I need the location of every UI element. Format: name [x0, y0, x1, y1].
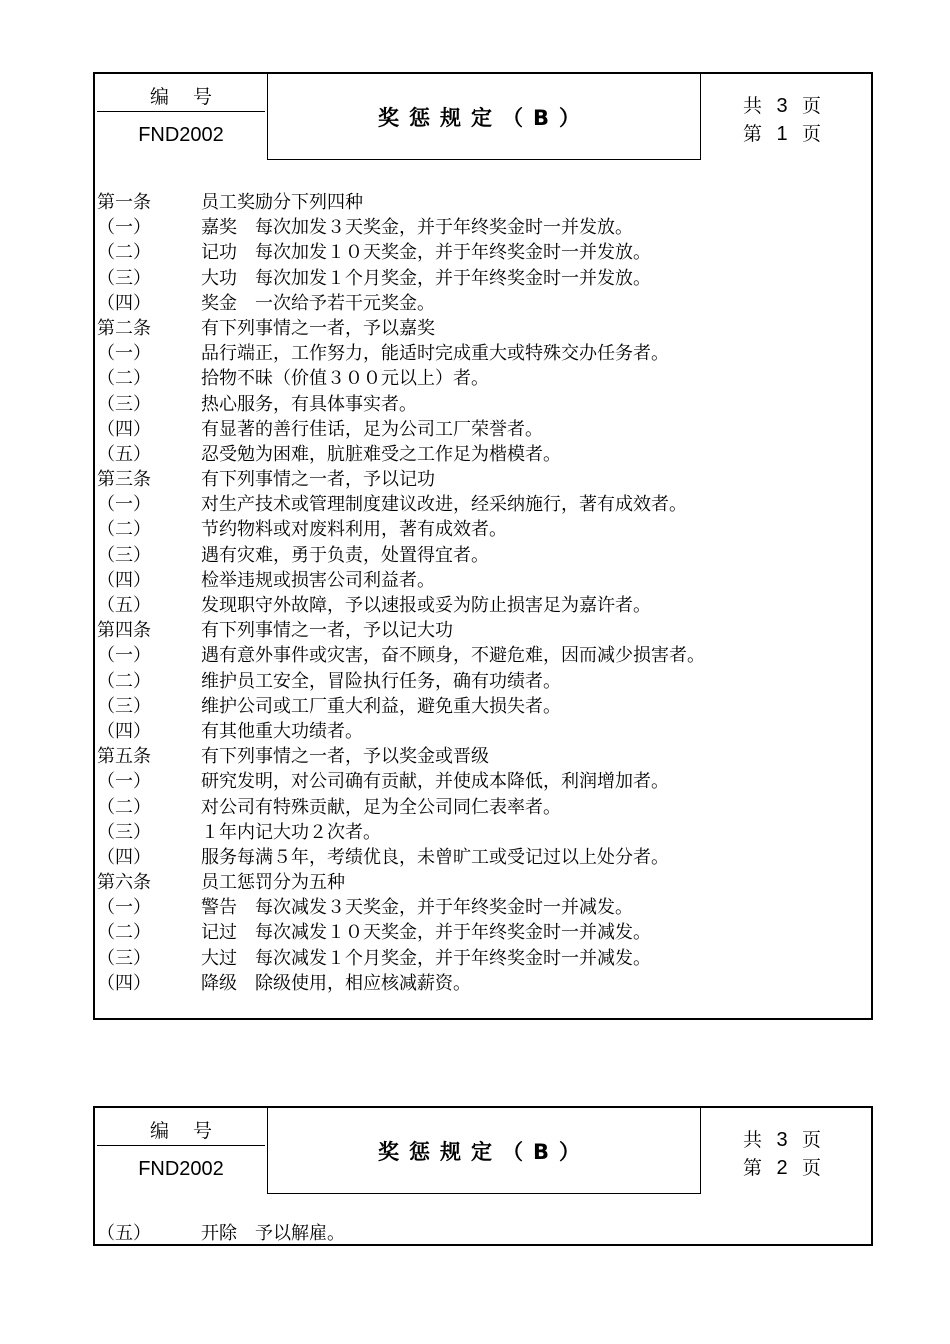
title-box: [267, 1106, 701, 1194]
code-divider: [97, 111, 265, 112]
clause-text: 节约物料或对废料利用，著有成效者。: [201, 519, 507, 541]
clause-number: （一）: [97, 897, 151, 919]
clause-line: [97, 795, 867, 820]
clause-line: [97, 266, 867, 291]
clause-text: 检举违规或损害公司利益者。: [201, 569, 435, 591]
clause-line: [97, 820, 867, 845]
document-code: FND2002: [138, 124, 224, 146]
clause-number: （四）: [97, 720, 151, 742]
clause-number: （四）: [97, 972, 151, 994]
clause-number: （一）: [97, 494, 151, 516]
clause-line: [97, 870, 867, 895]
clause-text: 开除 予以解雇。: [201, 1223, 345, 1244]
clause-line: [97, 895, 867, 920]
code-divider: [97, 1145, 265, 1146]
clause-number: （三）: [97, 821, 151, 843]
clause-text: 品行端正，工作努力，能适时完成重大或特殊交办任务者。: [201, 343, 669, 365]
clause-text: 研究发明，对公司确有贡献，并使成本降低，利润增加者。: [201, 771, 669, 793]
clause-line: [97, 1221, 867, 1246]
clause-number: （一）: [97, 343, 151, 365]
page-body: [97, 190, 867, 996]
clause-line: [97, 492, 867, 517]
clause-line: [97, 568, 867, 593]
clause-number: 第四条: [97, 620, 151, 642]
document-title: 奖惩规定（B）: [377, 106, 590, 130]
current-label-pre: 第: [743, 123, 763, 145]
clause-text: 有下列事情之一者，予以记功: [201, 469, 435, 491]
clause-line: [97, 643, 867, 668]
clause-line: [97, 442, 867, 467]
clause-line: [97, 467, 867, 492]
total-pages: 3: [776, 95, 788, 117]
clause-number: （四）: [97, 846, 151, 868]
title-box: [267, 72, 701, 160]
clause-line: [97, 240, 867, 265]
clause-number: （三）: [97, 393, 151, 415]
clause-number: （一）: [97, 217, 151, 239]
clause-text: 对生产技术或管理制度建议改进，经采纳施行，著有成效者。: [201, 494, 687, 516]
document-title: 奖惩规定（B）: [377, 1140, 590, 1164]
clause-number: 第五条: [97, 746, 151, 768]
clause-number: （二）: [97, 670, 151, 692]
clause-number: （四）: [97, 418, 151, 440]
clause-text: 维护公司或工厂重大利益，避免重大损失者。: [201, 695, 561, 717]
clause-number: （三）: [97, 695, 151, 717]
clause-line: [97, 291, 867, 316]
clause-text: 忍受勉为困难，肮脏难受之工作足为楷模者。: [201, 443, 561, 465]
clause-number: （二）: [97, 922, 151, 944]
clause-text: 遇有意外事件或灾害，奋不顾身，不避危难，因而减少损害者。: [201, 645, 705, 667]
clause-line: [97, 845, 867, 870]
page-count: [743, 1126, 821, 1182]
clause-number: 第三条: [97, 469, 151, 491]
clause-line: [97, 392, 867, 417]
clause-line: [97, 920, 867, 945]
clause-text: 有显著的善行佳话，足为公司工厂荣誉者。: [201, 418, 543, 440]
clause-text: 大过 每次减发１个月奖金，并于年终奖金时一并减发。: [201, 947, 651, 969]
clause-number: （二）: [97, 242, 151, 264]
page-count: [743, 92, 821, 148]
clause-line: [97, 769, 867, 794]
clause-text: 服务每满５年，考绩优良，未曾旷工或受记过以上处分者。: [201, 846, 669, 868]
code-label: 编号: [149, 86, 236, 108]
clause-number: （三）: [97, 947, 151, 969]
clause-text: 记功 每次加发１０天奖金，并于年终奖金时一并发放。: [201, 242, 651, 264]
clause-line: [97, 417, 867, 442]
current-page: 1: [776, 123, 788, 145]
clause-number: （四）: [97, 569, 151, 591]
clause-number: 第六条: [97, 872, 151, 894]
clause-line: [97, 543, 867, 568]
clause-line: [97, 744, 867, 769]
clause-text: 奖金 一次给予若干元奖金。: [201, 292, 435, 314]
clause-number: （五）: [97, 1223, 151, 1244]
clause-number: （一）: [97, 645, 151, 667]
clause-number: 第二条: [97, 317, 151, 339]
clause-text: 嘉奖 每次加发３天奖金，并于年终奖金时一并发放。: [201, 217, 633, 239]
total-label-post: 页: [802, 1129, 822, 1151]
clause-number: （五）: [97, 443, 151, 465]
clause-text: 有下列事情之一者，予以奖金或晋级: [201, 746, 489, 768]
clause-text: 维护员工安全，冒险执行任务，确有功绩者。: [201, 670, 561, 692]
clause-line: [97, 190, 867, 215]
clause-text: 员工奖励分下列四种: [201, 192, 363, 213]
current-label-post: 页: [802, 123, 822, 145]
total-label-post: 页: [802, 95, 822, 117]
clause-text: 降级 除级使用，相应核减薪资。: [201, 972, 471, 994]
clause-line: [97, 215, 867, 240]
total-pages-row: [743, 1126, 821, 1154]
document-code: FND2002: [138, 1158, 224, 1180]
page-body: [97, 1221, 867, 1246]
total-pages-row: [743, 92, 821, 120]
document-page-1: [93, 72, 873, 1020]
current-label-pre: 第: [743, 1157, 763, 1179]
clause-line: [97, 316, 867, 341]
clause-line: [97, 946, 867, 971]
clause-line: [97, 669, 867, 694]
clause-text: 员工惩罚分为五种: [201, 872, 345, 894]
clause-text: 发现职守外故障，予以速报或妥为防止损害足为嘉许者。: [201, 595, 651, 616]
clause-line: [97, 341, 867, 366]
clause-number: （二）: [97, 519, 151, 541]
clause-number: （四）: [97, 292, 151, 314]
clause-number: （五）: [97, 595, 151, 616]
clause-text: 记过 每次减发１０天奖金，并于年终奖金时一并减发。: [201, 922, 651, 944]
clause-text: 对公司有特殊贡献，足为全公司同仁表率者。: [201, 796, 561, 818]
clause-text: １年内记大功２次者。: [201, 821, 381, 843]
current-page-row: [743, 120, 821, 148]
clause-line: [97, 618, 867, 643]
total-label-pre: 共: [743, 1129, 763, 1151]
clause-text: 有下列事情之一者，予以嘉奖: [201, 317, 435, 339]
clause-line: [97, 971, 867, 996]
code-label: 编号: [149, 1120, 236, 1142]
total-pages: 3: [776, 1129, 788, 1151]
clause-text: 遇有灾难，勇于负责，处置得宜者。: [201, 544, 489, 566]
clause-text: 热心服务，有具体事实者。: [201, 393, 417, 415]
clause-text: 拾物不昧（价值３００元以上）者。: [201, 368, 489, 390]
clause-line: [97, 366, 867, 391]
clause-text: 警告 每次减发３天奖金，并于年终奖金时一并减发。: [201, 897, 633, 919]
clause-number: （二）: [97, 368, 151, 390]
clause-number: （二）: [97, 796, 151, 818]
current-page: 2: [776, 1157, 788, 1179]
document-page-2: [93, 1106, 873, 1246]
clause-text: 大功 每次加发１个月奖金，并于年终奖金时一并发放。: [201, 267, 651, 289]
clause-text: 有下列事情之一者，予以记大功: [201, 620, 453, 642]
clause-number: 第一条: [97, 192, 151, 213]
current-page-row: [743, 1154, 821, 1182]
clause-number: （三）: [97, 267, 151, 289]
current-label-post: 页: [802, 1157, 822, 1179]
clause-text: 有其他重大功绩者。: [201, 720, 363, 742]
clause-line: [97, 593, 867, 618]
clause-line: [97, 694, 867, 719]
total-label-pre: 共: [743, 95, 763, 117]
clause-number: （三）: [97, 544, 151, 566]
page-header: [95, 74, 871, 162]
clause-line: [97, 719, 867, 744]
page-header: [95, 1108, 871, 1196]
clause-number: （一）: [97, 771, 151, 793]
clause-line: [97, 517, 867, 542]
